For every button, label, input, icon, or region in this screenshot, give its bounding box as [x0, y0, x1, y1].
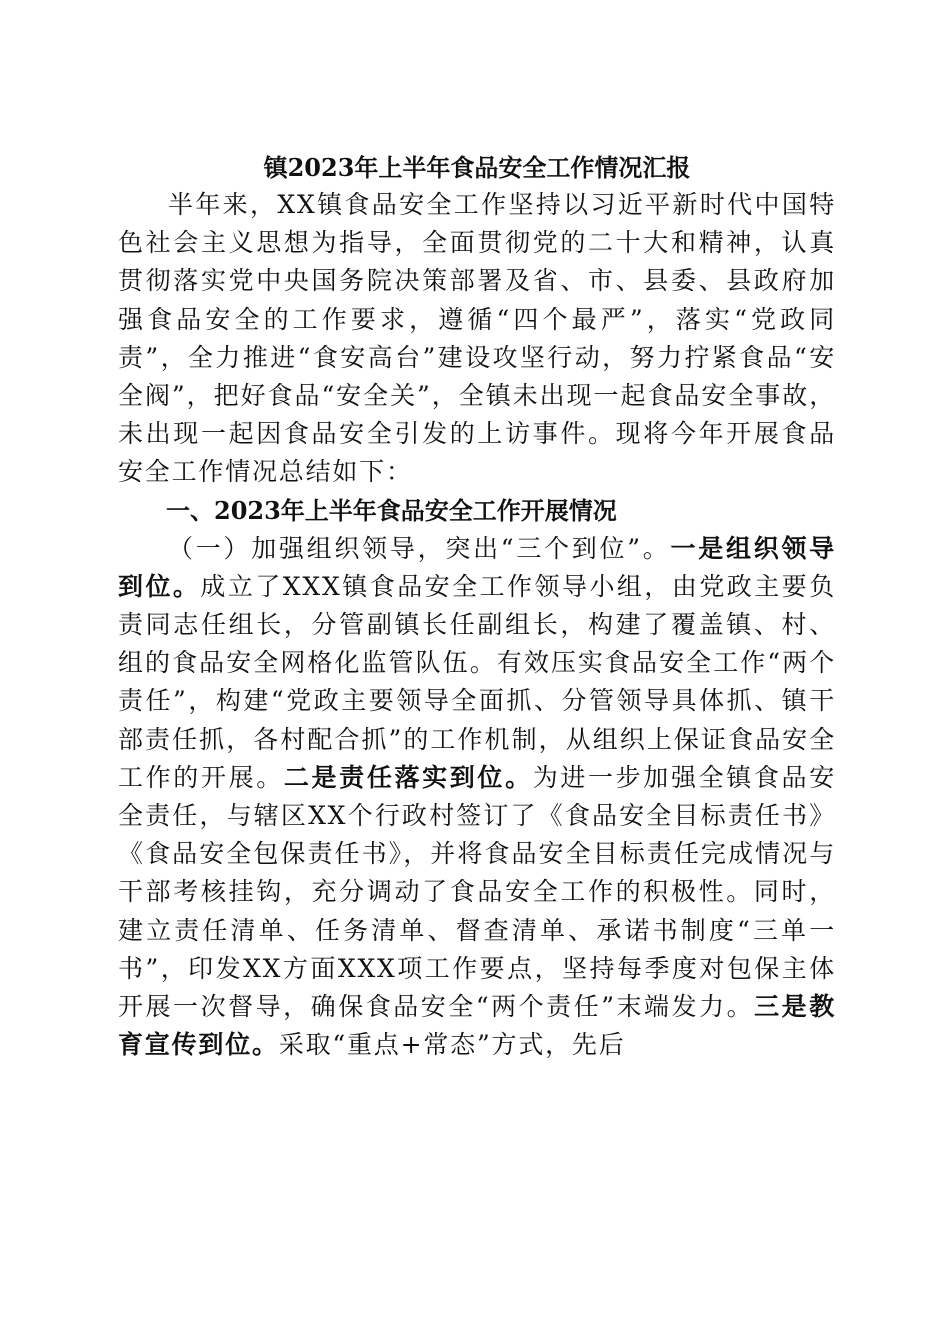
document-title: 镇2023年上半年食品安全工作情况汇报	[263, 153, 691, 182]
intro-paragraph: 半年来，XX镇食品安全工作坚持以习近平新时代中国特色社会主义思想为指导，全面贯彻党的二十大和精神，认真贯彻落实党中央国务院决策部署及省、市、县委、县政府加强食品安全的工作要求，遵循“四个最严”，落实“党政同责”，全力推进“食安高台”建设攻坚行动，努力拧紧食品“安全阀”，把好食品“安全关”，全镇未出现一起食品安全事故，未出现一起因食品安全引发的上访事件。现将今年开展食品安全工作情况总结如下：	[118, 190, 836, 487]
point2-text: 为进一步加强全镇食品安全责任，与辖区XX个行政村签订了《食品安全目标责任书》《食品安全包保责任书》，并将食品安全目标责任完成情况与干部考核挂钩，充分调动了食品安全工作的积极性。同时，建立责任清单、任务清单、督查清单、承诺书制度“三单一书”，印发XX方面XXX项工作要点，坚持每季度对包保主体开展一次督导，确保食品安全“两个责任”末端发力。	[118, 762, 836, 1022]
subsection-lead: （一）加强组织领导，突出“三个到位”。	[168, 533, 671, 563]
subsection-paragraph	[118, 530, 836, 1065]
point3-text: 采取“重点+常态”方式，先后	[278, 1030, 626, 1060]
point3-label: 三是教育宣传到位。	[118, 992, 837, 1060]
point1-label: 一是组织领导到位。	[118, 533, 836, 601]
point1-text: 成立了XXX镇食品安全工作领导小组，由党政主要负责同志任组长，分管副镇长任副组长，构建了覆盖镇、村、组的食品安全网格化监管队伍。有效压实食品安全工作“两个责任”，构建“党政主要领导全面抓、分管领导具体抓、镇干部责任抓，各村配合抓”的工作机制，从组织上保证食品安全工作的开展。	[118, 571, 836, 792]
point2-label: 二是责任落实到位。	[283, 762, 533, 792]
section-heading: 一、2023年上半年食品安全工作开展情况	[166, 495, 617, 525]
document-page	[118, 150, 836, 1064]
